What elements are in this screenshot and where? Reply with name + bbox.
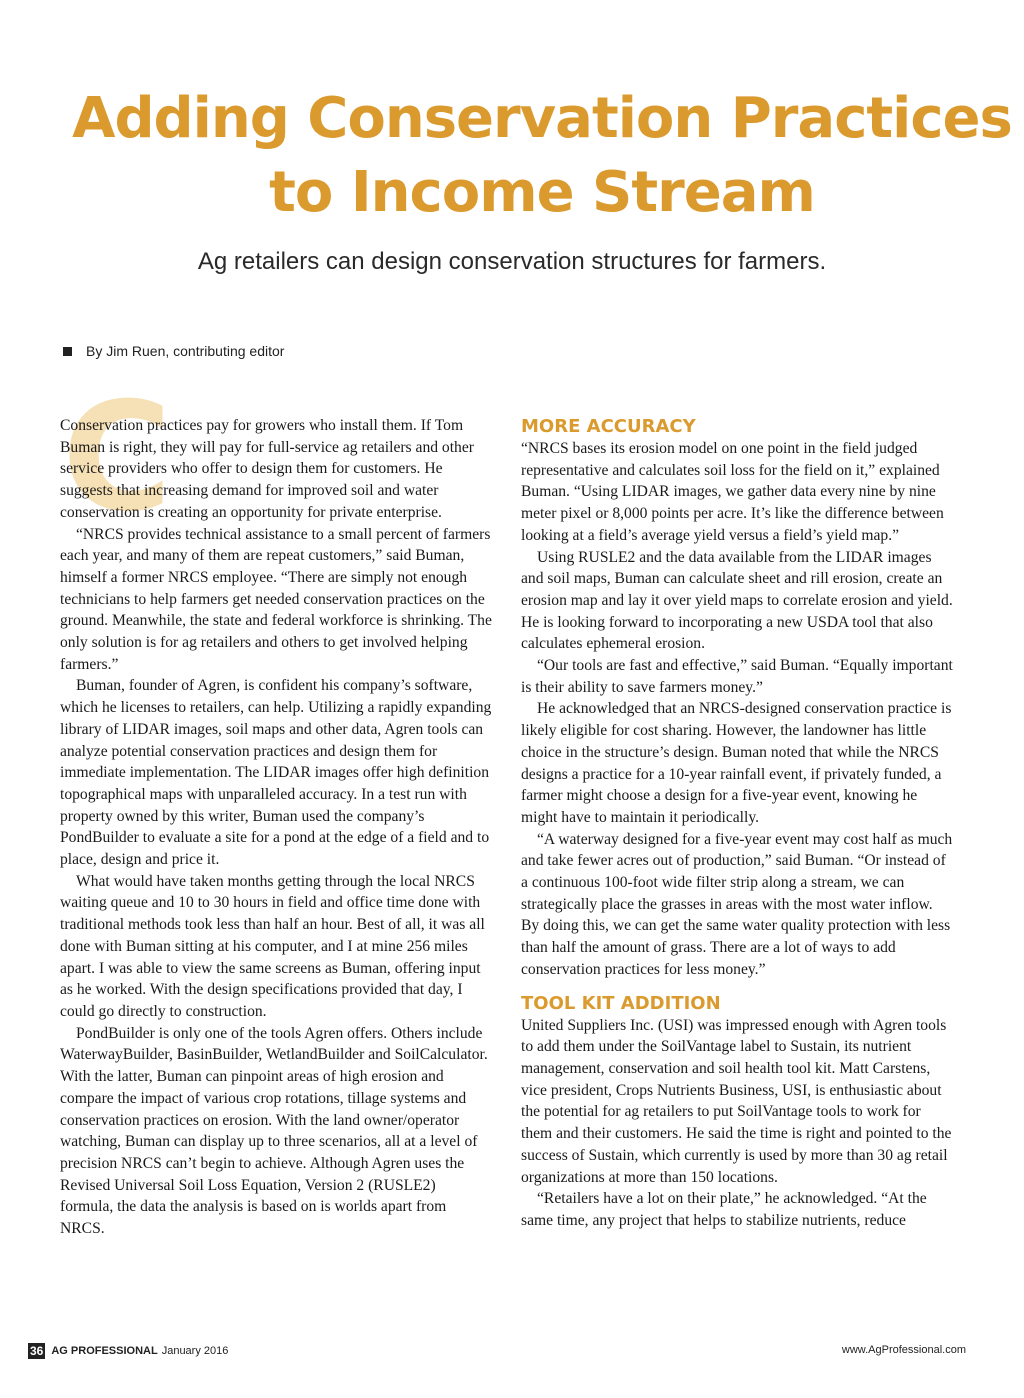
left-column <box>60 415 492 1240</box>
paragraph: Using RUSLE2 and the data available from the LIDAR images and soil maps, Buman can calculate sheet and rill erosion, create an erosion map and lay it over yield maps to correlate erosion and yield. He is looking forward to incorporating a new USDA tool that also calculates ephemeral erosion. <box>521 548 953 653</box>
title-line-2: to Income Stream <box>269 160 815 225</box>
section-heading-tool-kit-addition: TOOL KIT ADDITION <box>521 992 721 1014</box>
bullet-square-icon <box>63 347 72 356</box>
paragraph: “Retailers have a lot on their plate,” he acknowledged. “At the same time, any project that helps to stabilize nutrients, reduce <box>521 1190 927 1229</box>
page-number: 36 <box>30 1344 44 1358</box>
article-deck: Ag retailers can design conservation structures for farmers. <box>197 248 827 275</box>
page-footer <box>28 1343 228 1359</box>
paragraph: He acknowledged that an NRCS-designed conservation practice is likely eligible for cost sharing. However, the landowner has little choice in the structure’s design. Buman noted that while the NRCS designs a practice for a 10-year rainfall event, if privately funded, a farmer might choose a design for a five-year event, knowing he might have to maintain it periodically. <box>521 700 952 826</box>
paragraph: “Our tools are fast and effective,” said Buman. “Equally important is their ability to save farmers money.” <box>521 657 953 696</box>
paragraph: “NRCS bases its erosion model on one point in the field judged representative and calculates soil loss for the field on it,” explained Buman. “Using LIDAR images, we gather data every nine by nine meter pixel or 8,000 points per acre. It’s like the difference between looking at a field’s average yield versus a field’s yield map.” <box>521 440 944 544</box>
right-column <box>521 416 953 1232</box>
byline <box>63 343 284 359</box>
footer-url: www.AgProfessional.com <box>841 1344 966 1356</box>
section-heading-more-accuracy: MORE ACCURACY <box>521 416 696 437</box>
paragraph: What would have taken months getting through the local NRCS waiting queue and 10 to 30 hours in field and office time done with traditional methods took less than half an hour. Best of all, it was all done with Buman sitting at his computer, and I at mine 256 miles apart. I was able to view the same screens as Buman, offering input as he worked. With the design specifications provided that day, I could go directly to construction. <box>60 872 485 1020</box>
paragraph: “A waterway designed for a five-year event may cost half as much and take fewer acres out of production,” said Buman. “Or instead of a continuous 100-foot wide filter strip along a stream, we can strategically place the grasses in areas with the most water inflow. By doing this, we can get the same water quality protection with less than half the amount of grass. There are a lot of ways to add conservation practices for less money.” <box>521 830 953 978</box>
byline-text: By Jim Ruen, contributing editor <box>86 343 285 359</box>
paragraph: PondBuilder is only one of the tools Agren offers. Others include WaterwayBuilder, BasinBuilder, WetlandBuilder and SoilCalculator. With the latter, Buman can pinpoint areas of high erosion and compare the impact of various crop rotations, tillage systems and conservation practices on erosion. With the land owner/operator watching, Buman can display up to three scenarios, all at a level of precision NRCS can’t begin to achieve. Although Agren uses the Revised Universal Soil Loss Equation, Version 2 (RUSLE2) formula, the data the analysis is based on is worlds apart from NRCS. <box>60 1024 488 1238</box>
paragraph: “NRCS provides technical assistance to a small percent of farmers each year, and many of them are repeat customers,” said Buman, himself a former NRCS employee. “There are simply not enough technicians to help farmers get needed conservation practices on the ground. Meanwhile, the state and federal workforce is shrinking. The only solution is for ag retailers and others to get involved helping farmers.” <box>60 525 492 673</box>
paragraph: Conservation practices pay for growers who install them. If Tom Buman is right, they will pay for full-service ag retailers and other service providers who offer to design them for customers. He suggests that increasing demand for improved soil and water conservation is creating an opportunity for private enterprise. <box>60 417 474 521</box>
drop-cap: C <box>62 371 173 545</box>
article-title <box>60 82 1024 230</box>
paragraph: Buman, founder of Agren, is confident his company’s software, which he licenses to retailers, can help. Utilizing a rapidly expanding library of LIDAR images, soil maps and other data, Agren tools can analyze potential conservation practices and design them for immediate implementation. The LIDAR images offer high definition topographical maps with unparalleled accuracy. In a test run with property owned by this writer, Buman used the company’s PondBuilder to evaluate a site for a pond at the edge of a field and to place, design and price it. <box>60 677 492 869</box>
magazine-name: AG PROFESSIONAL <box>51 1345 158 1357</box>
title-line-1: Adding Conservation Practices <box>72 86 1012 151</box>
paragraph: United Suppliers Inc. (USI) was impressed enough with Agren tools to add them under the SoilVantage label to Sustain, its nutrient management, conservation and soil health tool kit. Matt Carstens, vice president, Crops Nutrients Business, USI, is enthusiastic about the potential for ag retailers to put SoilVantage tools to work for them and their customers. He said the time is right and pointed to the success of Sustain, which currently is used by more than 30 ag retail organizations at more than 150 locations. <box>521 1016 952 1186</box>
issue-date: January 2016 <box>161 1345 229 1357</box>
